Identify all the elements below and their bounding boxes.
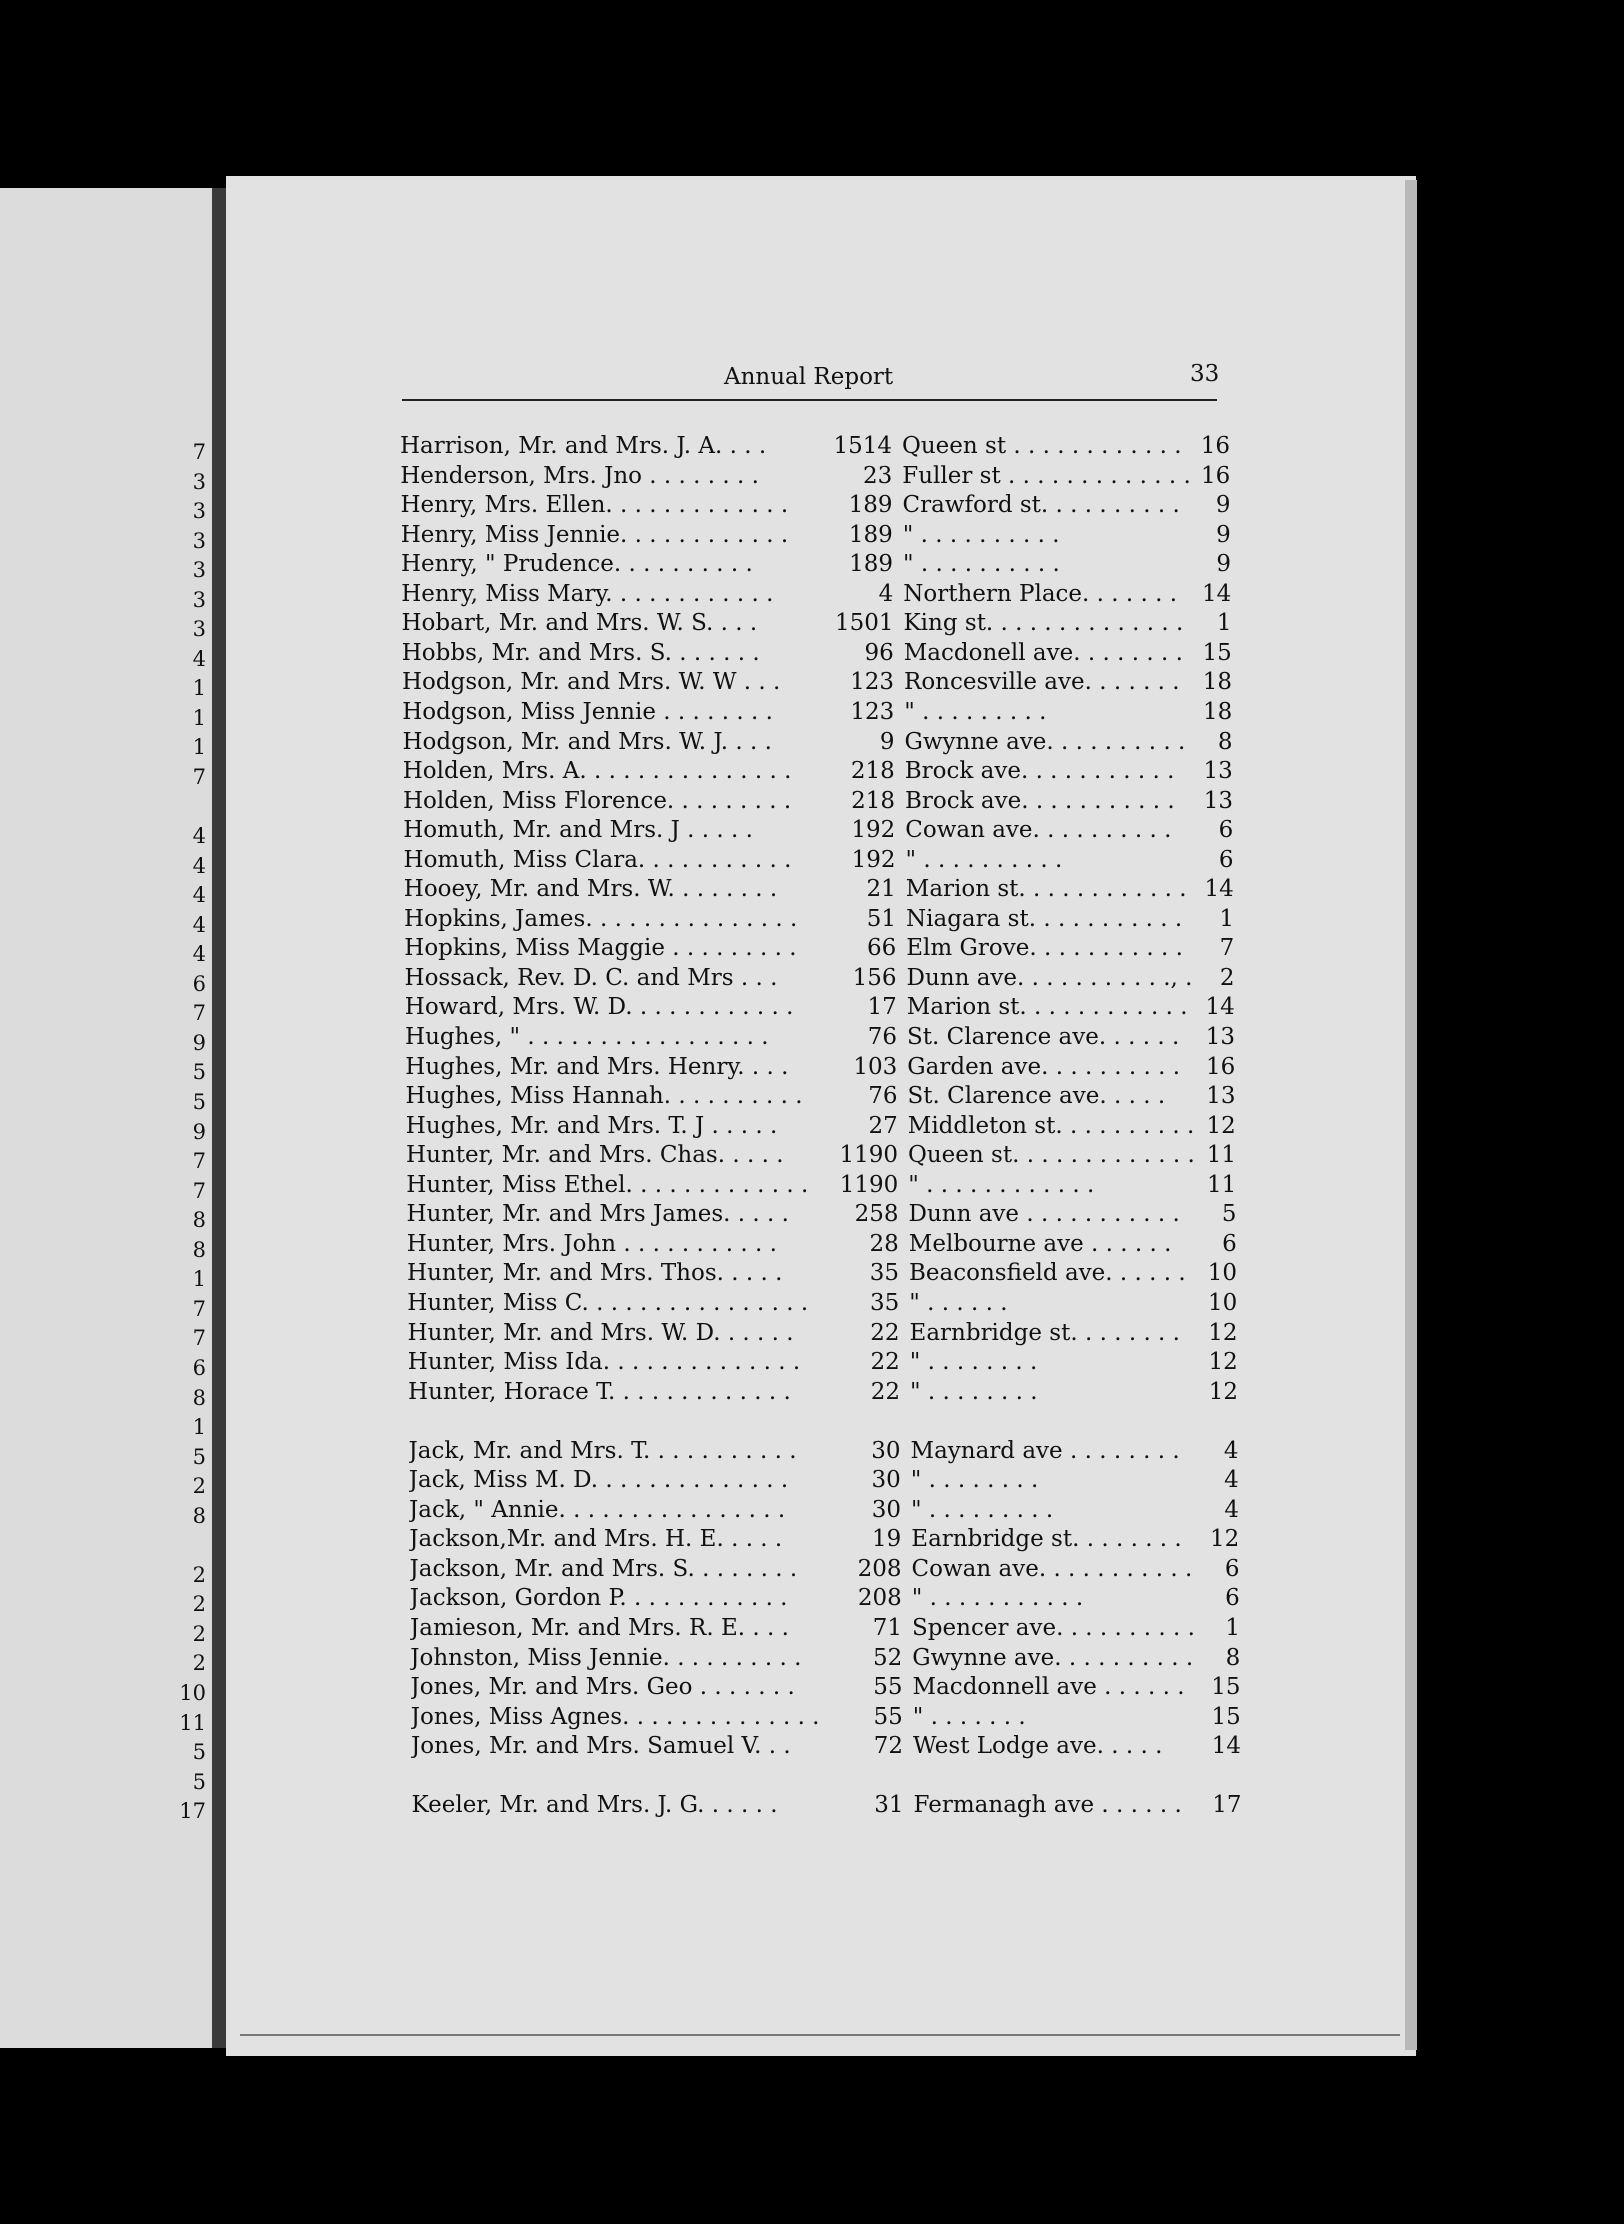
division-number: 13 [1205, 1024, 1236, 1050]
street-name: Queen st. . . . . . . . . . . . . [908, 1142, 1195, 1169]
resident-name: Henry, Miss Jennie. . . . . . . . . . . . [400, 521, 789, 548]
street-number: 52 [873, 1644, 903, 1671]
left-page-number: 3 [192, 617, 206, 642]
directory-row [407, 1289, 1247, 1318]
street-name: Roncesville ave. . . . . . . [904, 669, 1180, 696]
left-page-number: 8 [192, 1385, 206, 1410]
directory-row [404, 934, 1244, 963]
resident-name: Howard, Mrs. W. D. . . . . . . . . . . . [404, 994, 794, 1021]
street-number: 35 [870, 1289, 900, 1316]
division-number: 11 [1206, 1142, 1237, 1169]
resident-name: Jones, Mr. and Mrs. Geo . . . . . . . [410, 1674, 795, 1701]
left-page-number: 1 [192, 676, 206, 701]
street-number: 96 [864, 639, 894, 666]
division-number [1208, 1407, 1238, 1436]
directory-row [411, 1673, 1251, 1702]
directory-row [401, 521, 1241, 550]
street-number: 22 [870, 1349, 900, 1376]
street-name: St. Clarence ave. . . . . [907, 1083, 1166, 1110]
street-name: " . . . . . . . . [910, 1467, 1039, 1494]
division-number: 12 [1208, 1319, 1238, 1346]
left-page-number: 17 [179, 1799, 206, 1824]
left-page-number: 7 [192, 765, 206, 790]
resident-name: Henderson, Mrs. Jno . . . . . . . . [400, 462, 759, 489]
division-number: 13 [1206, 1083, 1236, 1110]
street-number: 218 [850, 758, 895, 785]
resident-name [408, 1407, 818, 1436]
street-number: 27 [868, 1112, 898, 1139]
street-number: 55 [873, 1703, 903, 1730]
resident-name: Jack, Mr. and Mrs. T. . . . . . . . . . . [408, 1437, 797, 1464]
left-page-number: 5 [192, 1060, 206, 1085]
resident-name: Hunter, Mrs. John . . . . . . . . . . . [406, 1230, 777, 1257]
resident-name: Keeler, Mr. and Mrs. J. G. . . . . . [411, 1792, 778, 1819]
directory-row [403, 787, 1243, 816]
resident-name: Hopkins, Miss Maggie . . . . . . . . . [404, 935, 797, 962]
directory-row [401, 550, 1241, 579]
directory-row [404, 875, 1244, 904]
resident-name: Harrison, Mr. and Mrs. J. A. . . . [400, 433, 767, 459]
street-name: " . . . . . . . . [910, 1378, 1038, 1405]
street-number: 22 [870, 1378, 901, 1405]
left-page-number: 5 [192, 1444, 206, 1469]
directory-row [410, 1584, 1250, 1613]
resident-name: Jackson,Mr. and Mrs. H. E. . . . . [409, 1526, 783, 1553]
left-page-number: 1 [192, 1267, 206, 1292]
street-number: 30 [871, 1496, 902, 1523]
directory-row [406, 1141, 1246, 1170]
street-name: Macdonnell ave . . . . . . [912, 1674, 1185, 1701]
directory-row [410, 1555, 1250, 1584]
street-number: 30 [871, 1437, 901, 1464]
directory-row [406, 1082, 1246, 1111]
left-page-number: 1 [192, 705, 206, 730]
street-number: 189 [849, 551, 893, 578]
street-name [910, 1407, 1210, 1436]
directory-row [402, 639, 1242, 668]
street-number: 19 [872, 1526, 902, 1553]
division-number: 13 [1203, 758, 1233, 785]
division-number: 16 [1200, 462, 1231, 489]
directory-row [401, 491, 1241, 520]
street-name: " . . . . . . . . [909, 1349, 1038, 1376]
street-number: 22 [870, 1319, 900, 1346]
street-name: " . . . . . . . . . . [903, 551, 1060, 578]
left-page-number: 4 [192, 646, 206, 671]
left-page-number: 7 [192, 1149, 206, 1174]
resident-name: Hodgson, Miss Jennie . . . . . . . . [402, 698, 773, 725]
street-number: 76 [868, 1083, 898, 1110]
resident-name: Hunter, Miss Ida. . . . . . . . . . . . . . [407, 1349, 801, 1376]
directory-row [412, 1791, 1252, 1820]
division-number: 14 [1204, 876, 1234, 903]
division-number: 15 [1211, 1703, 1241, 1730]
division-number: 10 [1207, 1260, 1238, 1287]
resident-name: Hooey, Mr. and Mrs. W. . . . . . . . [403, 876, 778, 903]
left-page-number: 5 [192, 1769, 206, 1794]
street-name: " . . . . . . . . . . . . [908, 1171, 1095, 1198]
directory-row [410, 1614, 1250, 1643]
street-name: King st. . . . . . . . . . . . . . [903, 610, 1184, 637]
resident-name: Hodgson, Mr. and Mrs. W. W . . . [402, 669, 781, 696]
resident-name: Jack, Miss M. D. . . . . . . . . . . . . . [408, 1467, 789, 1494]
division-number: 4 [1224, 1496, 1240, 1523]
directory-row [404, 905, 1244, 934]
division-number: 12 [1206, 1112, 1236, 1139]
resident-name: Hughes, Miss Hannah. . . . . . . . . . [405, 1083, 803, 1110]
street-number [818, 1407, 900, 1436]
division-number: 11 [1206, 1171, 1237, 1198]
street-number: 17 [867, 994, 897, 1021]
resident-name: Hunter, Miss Ethel. . . . . . . . . . . . . [406, 1171, 809, 1198]
resident-name: Jackson, Gordon P. . . . . . . . . . . . [409, 1585, 788, 1612]
resident-name [411, 1762, 821, 1791]
street-number: 55 [873, 1674, 903, 1701]
street-name: " . . . . . . . . . [911, 1496, 1054, 1523]
resident-name: Hunter, Horace T. . . . . . . . . . . . . [408, 1378, 791, 1405]
street-name: " . . . . . . . . . [904, 698, 1047, 725]
street-name: Dunn ave. . . . . . . . . . ., . [906, 964, 1193, 991]
left-page-number: 4 [192, 853, 206, 878]
division-number: 15 [1211, 1674, 1241, 1701]
directory-row [405, 1053, 1245, 1082]
resident-name: Hunter, Mr. and Mrs James. . . . . [406, 1201, 789, 1228]
division-number: 12 [1210, 1526, 1240, 1553]
street-name: Melbourne ave . . . . . . [908, 1230, 1172, 1257]
street-number: 189 [848, 521, 893, 548]
street-name: Earnbridge st. . . . . . . . [909, 1319, 1180, 1346]
resident-name: Hobbs, Mr. and Mrs. S. . . . . . . [401, 639, 760, 666]
street-number: 208 [857, 1555, 902, 1582]
directory-row [409, 1466, 1249, 1495]
street-number: 30 [871, 1467, 901, 1494]
division-number: 8 [1225, 1644, 1241, 1671]
directory-row [401, 580, 1241, 609]
directory-row [403, 728, 1243, 757]
resident-name: Hodgson, Mr. and Mrs. W. J. . . . [402, 728, 772, 755]
street-number: 258 [854, 1201, 899, 1228]
street-name: Maynard ave . . . . . . . . [910, 1437, 1180, 1464]
street-name: Crawford st. . . . . . . . . . [902, 492, 1180, 519]
left-page-number: 6 [192, 1355, 206, 1380]
left-page-number: 3 [192, 528, 206, 553]
street-number: 192 [851, 846, 896, 873]
directory-row [403, 757, 1243, 786]
street-number: 66 [866, 935, 897, 962]
street-name: Marion st. . . . . . . . . . . . [905, 876, 1187, 903]
street-name: " . . . . . . . . . . . [911, 1585, 1084, 1612]
left-page-number: 1 [192, 1415, 206, 1440]
directory-row [409, 1496, 1249, 1525]
street-name: Garden ave. . . . . . . . . . [907, 1053, 1181, 1080]
street-name [913, 1762, 1213, 1791]
street-name: St. Clarence ave. . . . . . [907, 1024, 1180, 1050]
directory-row [404, 846, 1244, 875]
division-number: 9 [1216, 551, 1231, 578]
division-number: 9 [1215, 492, 1231, 519]
left-page-number: 5 [192, 1090, 206, 1115]
division-number: 15 [1202, 639, 1232, 666]
left-page-number: 3 [192, 499, 206, 524]
left-page-number: 2 [192, 1474, 206, 1499]
left-page-number: 5 [192, 1740, 206, 1765]
street-name: " . . . . . . . . . . [902, 521, 1060, 548]
left-page-number: 3 [192, 469, 206, 494]
street-name: Fermanagh ave . . . . . . [913, 1792, 1182, 1819]
street-number: 72 [873, 1733, 904, 1760]
directory-row [400, 462, 1240, 491]
left-page-number: 1 [192, 735, 206, 760]
street-number: 103 [853, 1053, 898, 1080]
directory-row [402, 609, 1242, 638]
left-page-number: 4 [192, 942, 206, 967]
left-page-number: 7 [192, 440, 206, 464]
street-name: Gwynne ave. . . . . . . . . . [912, 1644, 1194, 1671]
left-page-number: 6 [192, 971, 206, 996]
street-number: 35 [869, 1260, 900, 1287]
directory-row [409, 1437, 1249, 1466]
left-page [0, 188, 212, 2048]
street-name: Middleton st. . . . . . . . . . [907, 1112, 1195, 1139]
resident-name: Hughes, Mr. and Mrs. T. J . . . . . [405, 1112, 778, 1139]
directory-row [410, 1644, 1250, 1673]
street-number: 71 [872, 1615, 903, 1641]
header-rule [402, 399, 1217, 401]
street-name: " . . . . . . . [912, 1703, 1026, 1730]
directory-row [408, 1378, 1248, 1407]
directory-row [405, 964, 1245, 993]
division-number: 5 [1221, 1201, 1237, 1228]
division-number: 7 [1219, 935, 1235, 962]
street-number: 156 [852, 964, 897, 991]
division-number: 1 [1216, 610, 1232, 637]
left-page-number: 2 [192, 1592, 206, 1617]
resident-name: Johnston, Miss Jennie. . . . . . . . . . [410, 1644, 802, 1671]
left-page-number: 9 [192, 1030, 206, 1055]
street-name: Northern Place. . . . . . . [903, 580, 1178, 607]
resident-name: Hunter, Mr. and Mrs. Chas. . . . . [406, 1142, 784, 1169]
resident-name: Jones, Mr. and Mrs. Samuel V. . . [411, 1733, 791, 1760]
division-number: 1 [1219, 905, 1235, 932]
street-number: 1514 [833, 433, 892, 459]
street-number: 31 [874, 1792, 904, 1819]
division-number: 8 [1217, 728, 1233, 755]
division-number: 6 [1218, 817, 1234, 844]
directory-row [405, 993, 1245, 1022]
directory-row [402, 668, 1242, 697]
resident-name: Holden, Miss Florence. . . . . . . . . [403, 787, 792, 814]
directory-row [407, 1259, 1247, 1288]
street-number: 123 [850, 669, 894, 696]
directory-row [405, 1023, 1245, 1052]
running-header-title: Annual Report [724, 364, 894, 390]
left-page-number: 7 [192, 1178, 206, 1203]
division-number: 1 [1225, 1615, 1241, 1641]
street-name: Fuller st . . . . . . . . . . . . . [902, 462, 1191, 489]
resident-name: Henry, " Prudence. . . . . . . . . . [401, 551, 753, 578]
street-number: 123 [850, 698, 895, 725]
directory-row [406, 1171, 1246, 1200]
street-number: 1190 [839, 1142, 899, 1169]
left-page-numbers [166, 438, 206, 1827]
street-number: 218 [851, 787, 895, 814]
street-number: 1190 [839, 1171, 899, 1198]
left-page-number: 4 [192, 883, 206, 908]
street-name: Cowan ave. . . . . . . . . . [905, 817, 1172, 844]
division-number: 14 [1205, 994, 1235, 1021]
street-name: Niagara st. . . . . . . . . . . [906, 905, 1183, 932]
street-name: Brock ave. . . . . . . . . . . [904, 758, 1175, 785]
division-number: 6 [1218, 846, 1234, 873]
division-number: 14 [1211, 1733, 1242, 1760]
street-number: 4 [878, 580, 894, 607]
street-number: 9 [879, 728, 895, 755]
division-number: 12 [1208, 1378, 1239, 1405]
street-number: 1501 [834, 610, 894, 637]
directory-row [411, 1762, 1251, 1791]
division-number: 17 [1212, 1792, 1242, 1819]
street-number: 51 [866, 905, 897, 932]
division-number: 13 [1203, 787, 1233, 814]
page-number: 33 [1190, 361, 1220, 387]
street-number: 76 [867, 1024, 898, 1050]
division-number: 6 [1224, 1555, 1240, 1582]
resident-name: Homuth, Miss Clara. . . . . . . . . . . [403, 846, 792, 873]
division-number: 18 [1202, 698, 1233, 725]
resident-name: Hughes, " . . . . . . . . . . . . . . . . . [405, 1024, 769, 1050]
street-name: Beaconsfield ave. . . . . . [909, 1260, 1186, 1287]
street-name: Brock ave. . . . . . . . . . . [905, 787, 1175, 814]
resident-name: Hughes, Mr. and Mrs. Henry. . . . [405, 1053, 789, 1080]
street-number [821, 1762, 903, 1791]
left-page-number: 10 [179, 1680, 206, 1705]
resident-name: Hopkins, James. . . . . . . . . . . . . . . [404, 905, 798, 932]
directory-row [411, 1732, 1251, 1761]
left-page-number: 8 [192, 1503, 206, 1528]
resident-name: Henry, Miss Mary. . . . . . . . . . . . [401, 580, 774, 607]
directory-row [408, 1348, 1248, 1377]
street-number: 28 [869, 1230, 899, 1257]
directory-row [407, 1200, 1247, 1229]
resident-name: Hunter, Mr. and Mrs. W. D. . . . . . [407, 1319, 794, 1346]
left-page-number: 7 [192, 1001, 206, 1026]
street-number: 21 [866, 876, 896, 903]
left-page-number: 11 [179, 1710, 206, 1735]
street-name: Marion st. . . . . . . . . . . . [906, 994, 1188, 1021]
directory-row [406, 1112, 1246, 1141]
left-page-number: 9 [192, 1119, 206, 1144]
left-page-number [166, 793, 206, 823]
resident-name: Jack, " Annie. . . . . . . . . . . . . . . . [409, 1496, 786, 1523]
division-number: 12 [1208, 1349, 1238, 1376]
division-number [1211, 1762, 1241, 1791]
directory-row [407, 1230, 1247, 1259]
resident-name: Jackson, Mr. and Mrs. S. . . . . . . . [409, 1555, 798, 1582]
directory-row [402, 698, 1242, 727]
book-gutter [212, 188, 226, 2048]
street-name: Elm Grove. . . . . . . . . . . [906, 935, 1183, 962]
street-name: Queen st . . . . . . . . . . . . [902, 433, 1182, 459]
directory-row [408, 1319, 1248, 1348]
left-page-number: 4 [192, 912, 206, 937]
directory-row [409, 1525, 1249, 1554]
left-page-number: 8 [192, 1237, 206, 1262]
page-edge [1405, 180, 1417, 2050]
left-page-number [166, 1531, 206, 1561]
street-name: " . . . . . . [909, 1289, 1008, 1316]
street-number: 23 [862, 462, 893, 489]
street-number: 189 [848, 492, 893, 519]
resident-name: Hossack, Rev. D. C. and Mrs . . . [404, 964, 778, 991]
resident-name: Jamieson, Mr. and Mrs. R. E. . . . [410, 1615, 789, 1641]
division-number: 4 [1223, 1437, 1239, 1464]
resident-name: Hobart, Mr. and Mrs. W. S. . . . [401, 610, 758, 637]
division-number: 9 [1216, 521, 1231, 548]
directory-row [411, 1703, 1251, 1732]
left-page-number: 2 [192, 1621, 206, 1646]
directory-row [400, 432, 1240, 461]
division-number: 16 [1200, 433, 1230, 459]
left-page-number: 2 [192, 1651, 206, 1676]
resident-name: Holden, Mrs. A. . . . . . . . . . . . . . . [402, 758, 792, 785]
division-number: 14 [1201, 580, 1232, 607]
street-name: Dunn ave . . . . . . . . . . . [908, 1201, 1180, 1228]
division-number: 18 [1202, 669, 1232, 696]
resident-name: Homuth, Mr. and Mrs. J . . . . . [403, 817, 753, 844]
street-number: 208 [857, 1585, 902, 1612]
resident-name: Jones, Miss Agnes. . . . . . . . . . . . . . [410, 1703, 820, 1730]
resident-name: Hunter, Mr. and Mrs. Thos. . . . . [407, 1260, 783, 1287]
street-name: Cowan ave. . . . . . . . . . . [911, 1555, 1193, 1582]
street-name: Spencer ave. . . . . . . . . . [912, 1615, 1195, 1641]
division-number: 4 [1224, 1467, 1239, 1494]
left-page-number: 2 [192, 1562, 206, 1587]
street-name: Earnbridge st. . . . . . . . [911, 1526, 1182, 1553]
left-page-number: 3 [192, 558, 206, 583]
left-page-number: 7 [192, 1326, 206, 1351]
division-number: 2 [1219, 964, 1235, 991]
left-page-number: 3 [192, 587, 206, 612]
street-name: " . . . . . . . . . . [905, 846, 1063, 873]
division-number: 6 [1225, 1585, 1240, 1612]
resident-name: Henry, Mrs. Ellen. . . . . . . . . . . . . [400, 492, 789, 519]
division-number: 16 [1205, 1053, 1236, 1080]
left-page-number: 7 [192, 1296, 206, 1321]
resident-name: Hunter, Miss C. . . . . . . . . . . . . . . . [407, 1289, 809, 1316]
directory-row [408, 1407, 1248, 1436]
street-name: West Lodge ave. . . . . [913, 1733, 1163, 1760]
division-number: 6 [1222, 1230, 1237, 1257]
street-name: Gwynne ave. . . . . . . . . . [904, 728, 1186, 755]
directory-row [403, 816, 1243, 845]
left-page-number: 4 [192, 824, 206, 849]
left-page-number: 8 [192, 1208, 206, 1233]
division-number: 10 [1208, 1289, 1238, 1316]
street-name: Macdonell ave. . . . . . . . [903, 639, 1183, 666]
street-number: 192 [851, 817, 896, 844]
page-bottom-edge [240, 2034, 1400, 2036]
